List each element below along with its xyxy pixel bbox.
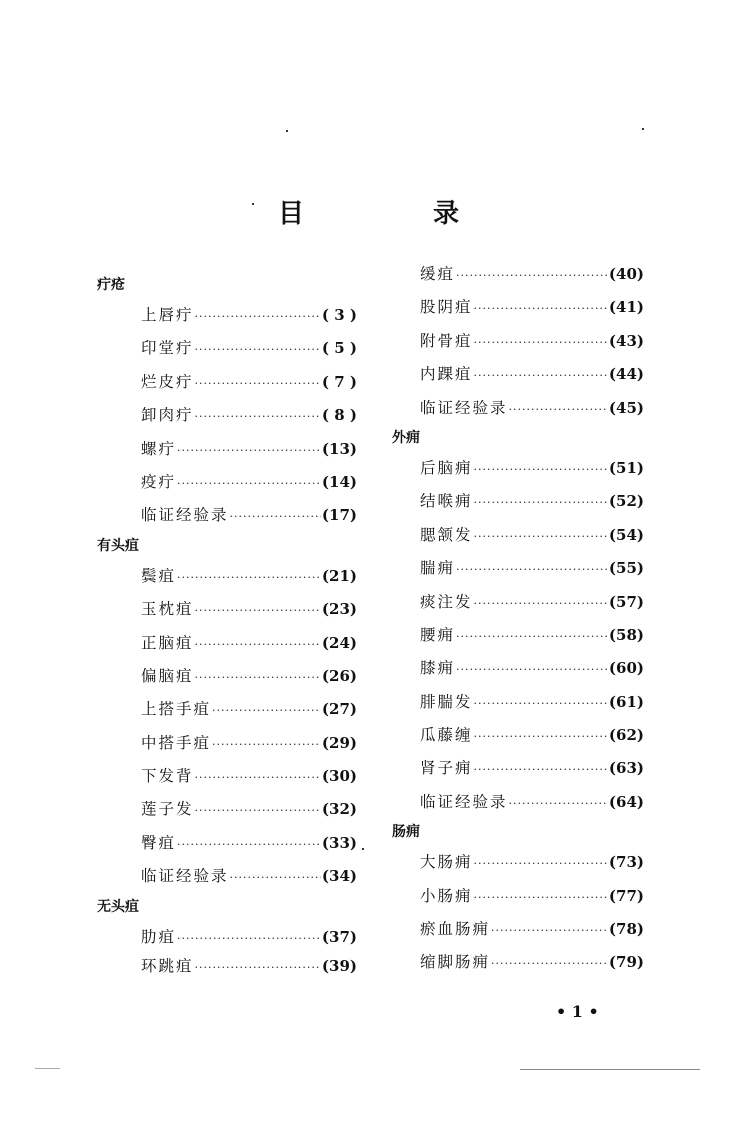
entry-page: (21) — [321, 566, 357, 585]
entry-label: 肋疽 — [141, 927, 177, 946]
toc-entry[interactable] — [420, 552, 644, 585]
toc-entry[interactable] — [141, 499, 357, 532]
entry-label: 腨痈 — [420, 559, 456, 578]
toc-entry[interactable] — [141, 433, 357, 466]
toc-entry[interactable] — [420, 452, 644, 485]
entry-page: (61) — [608, 692, 644, 711]
entry-page: (29) — [321, 733, 357, 752]
entry-page: (17) — [321, 506, 357, 525]
entry-label: 结喉痈 — [420, 492, 473, 511]
dot-leader — [474, 687, 608, 720]
entry-page: (45) — [608, 398, 644, 417]
entry-page: (34) — [321, 867, 357, 886]
entry-page: (30) — [321, 767, 357, 786]
entry-label: 螺疔 — [141, 439, 177, 458]
toc-entry[interactable] — [141, 299, 357, 332]
toc-entry[interactable] — [141, 760, 357, 793]
dot-leader — [491, 914, 608, 947]
entry-label: 腮颔发 — [420, 525, 473, 544]
entry-label: 烂皮疔 — [141, 372, 194, 391]
dot-leader — [456, 553, 608, 586]
section-heading: 外痈 — [392, 429, 420, 446]
toc-entry[interactable] — [141, 693, 357, 726]
dot-leader — [195, 761, 321, 794]
toc-entry[interactable] — [420, 913, 644, 946]
dot-leader — [177, 828, 321, 861]
section-heading: 有头疽 — [97, 537, 139, 554]
entry-label: 正脑疽 — [141, 633, 194, 652]
entry-label: 偏脑疽 — [141, 666, 194, 685]
toc-entry[interactable] — [141, 921, 357, 954]
dot-leader — [474, 359, 608, 392]
dot-leader — [230, 861, 321, 894]
toc-entry[interactable] — [141, 560, 357, 593]
entry-label: 环跳疽 — [141, 957, 194, 976]
entry-label: 后脑痈 — [420, 458, 473, 477]
entry-label: 上搭手疽 — [141, 700, 212, 719]
entry-page: (54) — [608, 525, 644, 544]
section-heading: 肠痈 — [392, 824, 420, 841]
dot-leader — [195, 594, 321, 627]
entry-page: (51) — [608, 458, 644, 477]
toc-entry[interactable] — [141, 860, 357, 893]
toc-entry[interactable] — [420, 325, 644, 358]
toc-entry[interactable] — [420, 686, 644, 719]
toc-right-column — [392, 258, 644, 980]
scan-speck — [362, 848, 364, 850]
entry-label: 玉枕疽 — [141, 600, 194, 619]
dot-leader — [195, 628, 321, 661]
entry-label: 印堂疔 — [141, 339, 194, 358]
entry-label: 下发背 — [141, 767, 194, 786]
dot-leader — [474, 486, 608, 519]
entry-label: 卸肉疔 — [141, 406, 194, 425]
toc-entry[interactable] — [141, 466, 357, 499]
entry-label: 疫疔 — [141, 472, 177, 491]
dot-leader — [474, 720, 608, 753]
page-number: • 1 • — [556, 1002, 599, 1021]
dot-leader — [177, 434, 321, 467]
entry-page: ( 5 ) — [321, 339, 357, 358]
dot-leader — [195, 333, 321, 366]
entry-label: 腰痈 — [420, 625, 456, 644]
entry-page: (63) — [608, 759, 644, 778]
dot-leader — [491, 947, 608, 980]
scan-speck — [520, 1069, 700, 1070]
entry-label: 上唇疔 — [141, 306, 194, 324]
dot-leader — [474, 453, 608, 486]
entry-page: (26) — [321, 666, 357, 685]
entry-label: 肾子痈 — [420, 759, 473, 778]
entry-label: 临证经验录 — [420, 398, 508, 417]
toc-entry[interactable] — [420, 586, 644, 619]
dot-leader — [177, 922, 321, 955]
entry-label: 附骨疽 — [420, 331, 473, 350]
dot-leader — [195, 661, 321, 694]
dot-leader — [177, 561, 321, 594]
toc-entry[interactable] — [420, 392, 644, 425]
toc-entry[interactable] — [141, 332, 357, 365]
toc-entry[interactable] — [420, 619, 644, 652]
toc-entry[interactable] — [420, 846, 644, 879]
toc-entry[interactable] — [420, 258, 644, 291]
dot-leader — [474, 753, 608, 786]
entry-label: 小肠痈 — [420, 886, 473, 905]
scan-speck — [286, 130, 288, 132]
toc-entry[interactable] — [141, 827, 357, 860]
dot-leader — [195, 955, 321, 980]
entry-page: (33) — [321, 833, 357, 852]
toc-entry[interactable] — [420, 519, 644, 552]
toc-entry[interactable] — [420, 291, 644, 324]
toc-entry[interactable] — [141, 366, 357, 399]
entry-label: 鬓疽 — [141, 566, 177, 585]
dot-leader — [474, 587, 608, 620]
entry-page: (41) — [608, 298, 644, 317]
entry-page: (44) — [608, 365, 644, 384]
entry-label: 缓疽 — [420, 265, 456, 283]
toc-entry[interactable] — [141, 399, 357, 432]
entry-page: (77) — [608, 886, 644, 905]
entry-page: (64) — [608, 792, 644, 811]
dot-leader — [509, 787, 608, 820]
entry-label: 膝痈 — [420, 659, 456, 678]
entry-page: (62) — [608, 726, 644, 745]
entry-page: (13) — [321, 439, 357, 458]
dot-leader — [456, 259, 608, 292]
entry-label: 瘀血肠痈 — [420, 920, 491, 939]
entry-page: ( 8 ) — [321, 406, 357, 425]
toc-entry[interactable] — [420, 719, 644, 752]
entry-label: 中搭手疽 — [141, 733, 212, 752]
entry-label: 临证经验录 — [420, 792, 508, 811]
toc-entry[interactable] — [420, 786, 644, 819]
scan-speck — [252, 203, 254, 205]
toc-entry[interactable] — [420, 946, 644, 979]
dot-leader — [195, 400, 321, 433]
dot-leader — [456, 620, 608, 653]
toc-entry[interactable] — [141, 593, 357, 626]
entry-page: ( 7 ) — [321, 372, 357, 391]
entry-label: 臀疽 — [141, 833, 177, 852]
entry-page: (79) — [608, 953, 644, 972]
dot-leader — [177, 467, 321, 500]
page-title: 目 录 — [277, 199, 520, 229]
entry-page: (78) — [608, 920, 644, 939]
section-heading: 无头疽 — [97, 898, 139, 915]
toc-left-column — [97, 272, 357, 979]
entry-page: (57) — [608, 592, 644, 611]
scan-speck — [642, 128, 644, 130]
dot-leader — [456, 653, 608, 686]
dot-leader — [195, 794, 321, 827]
dot-leader — [230, 500, 321, 533]
entry-page: (52) — [608, 492, 644, 511]
entry-label: 痰注发 — [420, 592, 473, 611]
entry-page: (58) — [608, 625, 644, 644]
dot-leader — [509, 393, 608, 426]
entry-label: 莲子发 — [141, 800, 194, 819]
scan-speck — [35, 1068, 60, 1069]
dot-leader — [474, 520, 608, 553]
entry-label: 内踝疽 — [420, 365, 473, 384]
entry-page: (43) — [608, 331, 644, 350]
entry-label: 大肠痈 — [420, 853, 473, 872]
entry-page: (37) — [321, 927, 357, 946]
entry-page: (40) — [608, 265, 644, 283]
toc-entry[interactable] — [141, 627, 357, 660]
entry-label: 临证经验录 — [141, 867, 229, 886]
dot-leader — [212, 728, 321, 761]
entry-page: (23) — [321, 600, 357, 619]
entry-page: (27) — [321, 700, 357, 719]
entry-page: (60) — [608, 659, 644, 678]
entry-page: (32) — [321, 800, 357, 819]
toc-entry[interactable] — [420, 752, 644, 785]
toc-entry[interactable] — [420, 652, 644, 685]
entry-page: (39) — [321, 957, 357, 976]
dot-leader — [195, 300, 321, 333]
entry-page: ( 3 ) — [321, 306, 357, 324]
section-heading: 疔疮 — [97, 277, 125, 293]
entry-label: 临证经验录 — [141, 506, 229, 525]
entry-page: (55) — [608, 559, 644, 578]
entry-label: 缩脚肠痈 — [420, 953, 491, 972]
dot-leader — [474, 326, 608, 359]
entry-page: (14) — [321, 472, 357, 491]
entry-label: 瓜藤缠 — [420, 726, 473, 745]
dot-leader — [474, 881, 608, 914]
dot-leader — [474, 847, 608, 880]
entry-page: (73) — [608, 853, 644, 872]
entry-page: (24) — [321, 633, 357, 652]
dot-leader — [474, 292, 608, 325]
entry-label: 腓腨发 — [420, 692, 473, 711]
toc-entry[interactable] — [420, 880, 644, 913]
entry-label: 股阴疽 — [420, 298, 473, 317]
toc-entry[interactable] — [141, 727, 357, 760]
toc-entry[interactable] — [420, 358, 644, 391]
dot-leader — [212, 694, 321, 727]
dot-leader — [195, 367, 321, 400]
toc-entry[interactable] — [420, 485, 644, 518]
toc-entry[interactable] — [141, 793, 357, 826]
toc-entry[interactable] — [141, 660, 357, 693]
toc-entry[interactable] — [141, 954, 357, 979]
